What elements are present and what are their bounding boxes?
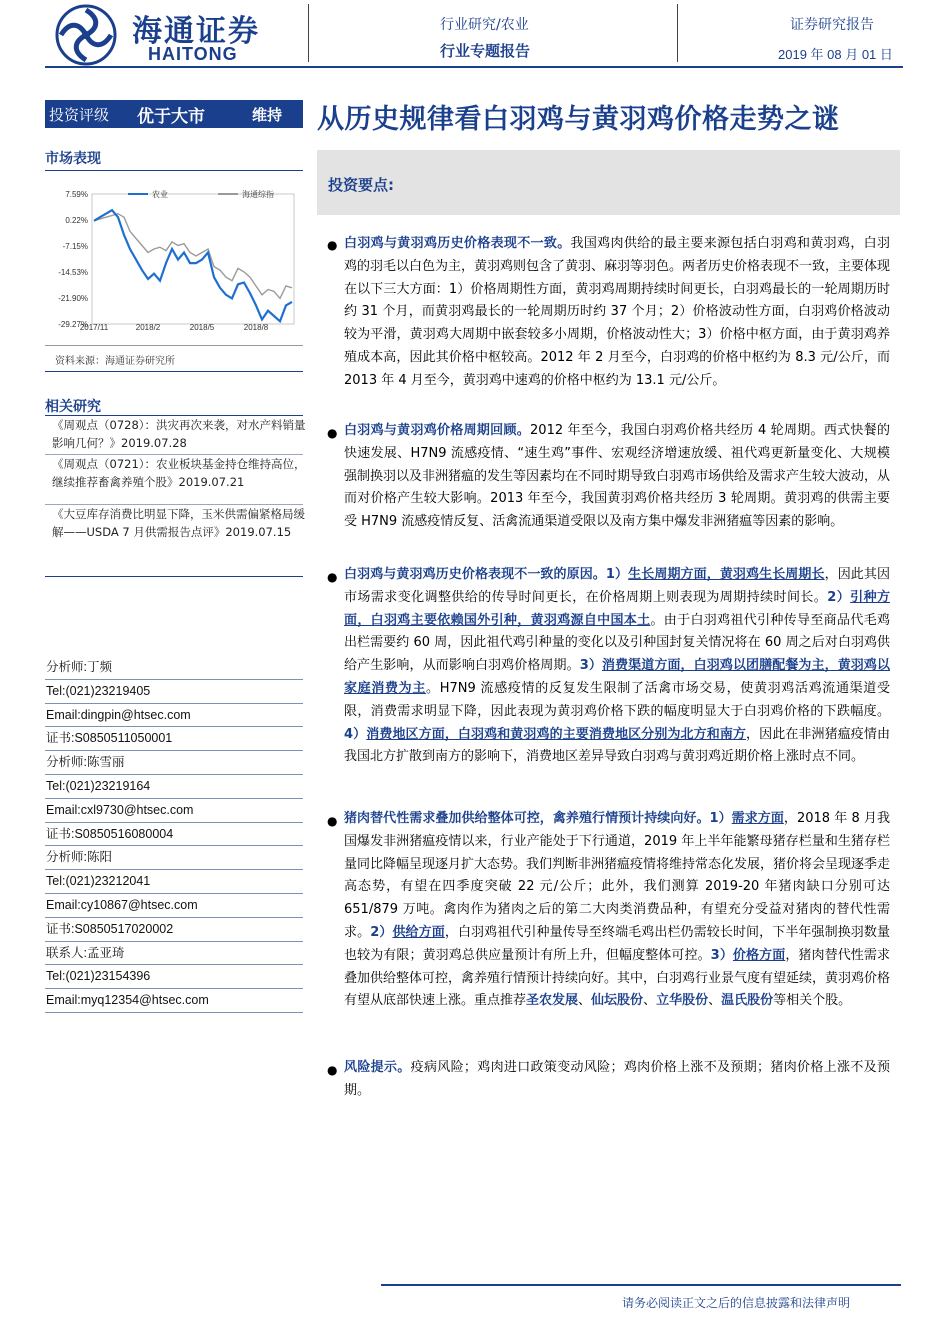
bullet-icon: ● — [327, 570, 338, 584]
analyst-email[interactable]: Email:cy10867@htsec.com — [45, 894, 303, 918]
key-point-4 — [344, 808, 890, 1013]
key-point-text: ，因此在非洲猪瘟疫情由我国北方扩散到南方的影响下，消费地区差异导致白羽鸡与黄羽鸡近期价格上涨时点不同。 — [344, 726, 890, 765]
item-number: 1） — [605, 567, 629, 582]
key-point-lead: 白羽鸡与黄羽鸡价格周期回顾。 — [344, 423, 531, 438]
key-point-text: ，猪肉替代性需求叠加供给整体可控，禽养殖行情预计持续向好。其中，白羽鸡行业景气度有望延续，黄羽鸡价格有望从底部快速上涨。重点推荐 — [344, 947, 891, 1009]
key-point-text: 等相关个股。 — [773, 993, 852, 1009]
footer-disclaimer[interactable]: 请务必阅读正文之后的信息披露和法律声明 — [622, 1296, 851, 1310]
header-rule — [45, 66, 903, 68]
contact-tel: Tel:(021)23154396 — [45, 965, 303, 989]
analyst-name: 分析师:陈雪丽 — [45, 751, 303, 775]
key-point-1 — [344, 233, 890, 393]
logo-text-cn: 海通证券 — [132, 14, 260, 49]
bullet-icon: ● — [327, 814, 338, 828]
report-kind: 行业专题报告 — [440, 42, 531, 60]
related-heading: 相关研究 — [45, 399, 101, 415]
source-rule — [45, 371, 303, 372]
plot-frame — [92, 194, 294, 324]
bullet-icon: ● — [327, 1063, 338, 1077]
analyst-email[interactable]: Email:dingpin@htsec.com — [45, 704, 303, 728]
key-points-banner — [317, 150, 900, 215]
item-number: 1） — [709, 811, 732, 826]
key-point-lead: 风险提示。 — [344, 1060, 411, 1075]
chart-bottom-rule — [45, 345, 303, 346]
key-point-text: ，因此其因市场需求变化调整供给的传导时间更长，在价格周期上则表现为周期持续时间长。 — [344, 567, 890, 605]
key-point-body: 疫病风险；鸡肉进口政策变动风险；鸡肉价格上涨不及预期；猪肉价格上涨不及预期。 — [344, 1060, 890, 1098]
contact-name: 联系人:孟亚琦 — [45, 942, 303, 966]
stock-pick: 温氏股份 — [721, 993, 774, 1009]
analyst-tel: Tel:(021)23212041 — [45, 870, 303, 894]
key-point-text: 。由于白羽鸡祖代引种传导至商品代毛鸡出栏需要约 60 周，因此祖代鸡引种量的变化以及引种国封复关情况将在 60 周之后对白羽鸡供给产生影响，从而影响白羽鸡价格周期。 — [344, 612, 890, 674]
header-divider-left — [308, 4, 309, 62]
analyst-tel: Tel:(021)23219164 — [45, 775, 303, 799]
rating-label: 投资评级 — [49, 106, 110, 124]
y-tick-label: -29.27% — [58, 320, 88, 329]
legend-label: 农业 — [152, 190, 168, 199]
report-label: 证券研究报告 — [790, 17, 874, 33]
footer-rule — [381, 1284, 901, 1286]
market-rule — [45, 170, 303, 171]
report-date: 2019 年 08 月 01 日 — [778, 47, 893, 62]
key-point-subhead: 消费渠道方面，白羽鸡以团膳配餐为主，黄羽鸡以家庭消费为主 — [344, 658, 890, 696]
analyst-cert: 证书:S0850516080004 — [45, 823, 303, 847]
key-point-lead: 白羽鸡与黄羽鸡历史价格表现不一致的原因。 — [344, 567, 606, 582]
related-bottom-rule — [45, 576, 303, 577]
y-tick-label: -21.90% — [58, 294, 88, 304]
key-point-2 — [344, 420, 890, 534]
key-point-text: ，白羽鸡祖代引种量传导至终端毛鸡出栏仍需较长时间，下半年强制换羽数量也较为有限；黄羽鸡总供应量预计有所上升，但幅度整体可控。 — [344, 924, 890, 963]
stock-pick: 立华股份 — [656, 993, 709, 1009]
key-points-heading: 投资要点: — [328, 176, 394, 194]
item-number: 3） — [710, 947, 733, 963]
key-point-lead: 白羽鸡与黄羽鸡历史价格表现不一致。 — [344, 236, 571, 251]
x-tick-label: 2018/5 — [189, 323, 215, 332]
series-line-haitong-index — [94, 214, 292, 299]
key-point-lead: 猪肉替代性需求叠加供给整体可控，禽养殖行情预计持续向好。 — [344, 811, 710, 826]
key-point-subhead: 供给方面 — [392, 924, 445, 940]
key-point-body: 2012 年至今，我国白羽鸡价格共经历 4 轮周期。西式快餐的快速发展、H7N9 流感疫情、“速生鸡”事件、宏观经济增速放缓、祖代鸡更新量变化、大规模强制换羽以及非洲猪瘟的发生等因素均在不同时期导致白羽鸡市场供给及需求产生较大波动，从而对价格产生较大影响。2013 年至今，我国黄羽鸡价格共经历 3 轮周期。黄羽鸡的供需主要受 H7N9 流感疫情反复、活禽流通渠道受限以及南方集中爆发非洲猪瘟等因素的影响。 — [344, 423, 891, 530]
analyst-name: 分析师:丁频 — [45, 656, 303, 680]
report-title: 从历史规律看白羽鸡与黄羽鸡价格走势之谜 — [317, 104, 840, 135]
key-point-subhead: 生长周期方面，黄羽鸡生长周期长 — [628, 567, 825, 582]
bullet-icon: ● — [327, 426, 338, 440]
y-tick-label: -7.15% — [62, 241, 88, 251]
item-number: 2） — [827, 589, 851, 605]
key-point-3 — [344, 564, 890, 769]
stock-pick: 仙坛股份 — [591, 993, 644, 1009]
rating-value: 优于大市 — [137, 107, 205, 127]
market-performance-chart — [50, 182, 300, 332]
related-item[interactable]: 《大豆库存消费比明显下降，玉米供需偏紧格局缓解——USDA 7 月供需报告点评》2019.07.15 — [52, 507, 305, 539]
key-point-subhead: 消费地区方面，白羽鸡和黄羽鸡的主要消费地区分别为北方和南方 — [366, 726, 747, 742]
key-point-body: 我国鸡肉供给的最主要来源包括白羽鸡和黄羽鸡，白羽鸡的羽毛以白色为主，黄羽鸡则包含了黄羽、麻羽等羽色。两者历史价格表现不一致，主要体现在以下三大方面：1）价格周期性方面，黄羽鸡周期持续时间更长，白羽鸡最长的一轮周期历时约 31 个月，而黄羽鸡最长的一轮周期历时约 37 个月；2）价格波动性方面，白羽鸡价格波动较为平滑，黄羽鸡大周期中嵌套较多小周期，价格波动性大；3）价格中枢方面，由于黄羽鸡养殖成本高，因此其价格中枢较高。2012 年 2 月至今，白羽鸡的价格中枢约为 8.3 元/公斤，而 2013 年 4 月至今，黄羽鸡中速鸡的价格中枢约为 13.1 元/公斤。 — [344, 236, 891, 388]
item-number: 4） — [344, 726, 367, 742]
stock-pick: 圣农发展 — [526, 993, 579, 1009]
rating-action: 维持 — [252, 106, 283, 124]
key-point-subhead: 价格方面 — [732, 947, 786, 963]
analyst-email[interactable]: Email:cxl9730@htsec.com — [45, 799, 303, 823]
y-tick-label: 7.59% — [65, 190, 88, 199]
x-tick-label: 2018/8 — [243, 323, 269, 332]
separator: 、 — [578, 993, 592, 1009]
report-category: 行业研究/农业 — [440, 17, 529, 33]
chart-source: 资料来源：海通证券研究所 — [55, 356, 175, 367]
bullet-icon: ● — [327, 238, 338, 252]
item-number: 3） — [579, 658, 602, 674]
contact-email[interactable]: Email:myq12354@htsec.com — [45, 989, 303, 1013]
analyst-tel: Tel:(021)23219405 — [45, 680, 303, 704]
key-point-5 — [344, 1057, 890, 1103]
analyst-name: 分析师:陈阳 — [45, 846, 303, 870]
separator: 、 — [643, 993, 657, 1009]
logo-text-en: HAITONG — [148, 44, 238, 64]
x-tick-label: 2017/11 — [79, 323, 109, 332]
separator: 、 — [708, 993, 722, 1009]
rating-bar — [45, 100, 303, 128]
related-item[interactable]: 《周观点（0721）：农业板块基金持仓维持高位，继续推荐畜禽养殖个股》2019.07.21 — [52, 457, 306, 489]
key-point-text: ，2018 年 8 月我国爆发非洲猪瘟疫情以来，行业产能处于下行通道，2019 年上半年能繁母猪存栏量和生猪存栏量同比降幅呈现逐月扩大态势。我们判断非洲猪瘟疫情将维持常态化发展，猪价将会呈现逐季走高态势，有望在四季度突破 22 元/公斤；此外，我们测算 2019-20 年猪肉缺口分别可达 651/879 万吨。禽肉作为猪肉之后的第二大肉类消费品种，有望充分受益对猪肉的替代性需求。 — [344, 811, 891, 940]
x-tick-label: 2018/2 — [135, 323, 161, 332]
y-tick-label: 0.22% — [65, 215, 88, 225]
key-point-subhead: 引种方面，白羽鸡主要依赖国外引种，黄羽鸡源自中国本土 — [344, 589, 890, 628]
y-tick-label: -14.53% — [58, 268, 88, 278]
series-line-agriculture — [94, 210, 292, 321]
item-number: 2） — [370, 924, 393, 940]
analyst-cert: 证书:S0850511050001 — [45, 727, 303, 751]
header-divider-right — [677, 4, 678, 62]
related-item[interactable]: 《周观点（0728）：洪灾再次来袭，对水产料销量影响几何？》2019.07.28 — [52, 418, 306, 450]
haitong-logo-icon — [55, 4, 117, 66]
analyst-contacts — [45, 656, 303, 1013]
market-heading: 市场表现 — [45, 151, 101, 167]
key-point-subhead: 需求方面 — [731, 811, 784, 826]
legend-label: 海通综指 — [242, 190, 274, 199]
analyst-cert: 证书:S0850517020002 — [45, 918, 303, 942]
key-point-text: 。H7N9 流感疫情的反复发生限制了活禽市场交易，使黄羽鸡活鸡流通渠道受限，消费需求明显下降，因此表现为黄羽鸡价格下跌的幅度明显大于白羽鸡价格的下跌幅度。 — [344, 680, 890, 719]
